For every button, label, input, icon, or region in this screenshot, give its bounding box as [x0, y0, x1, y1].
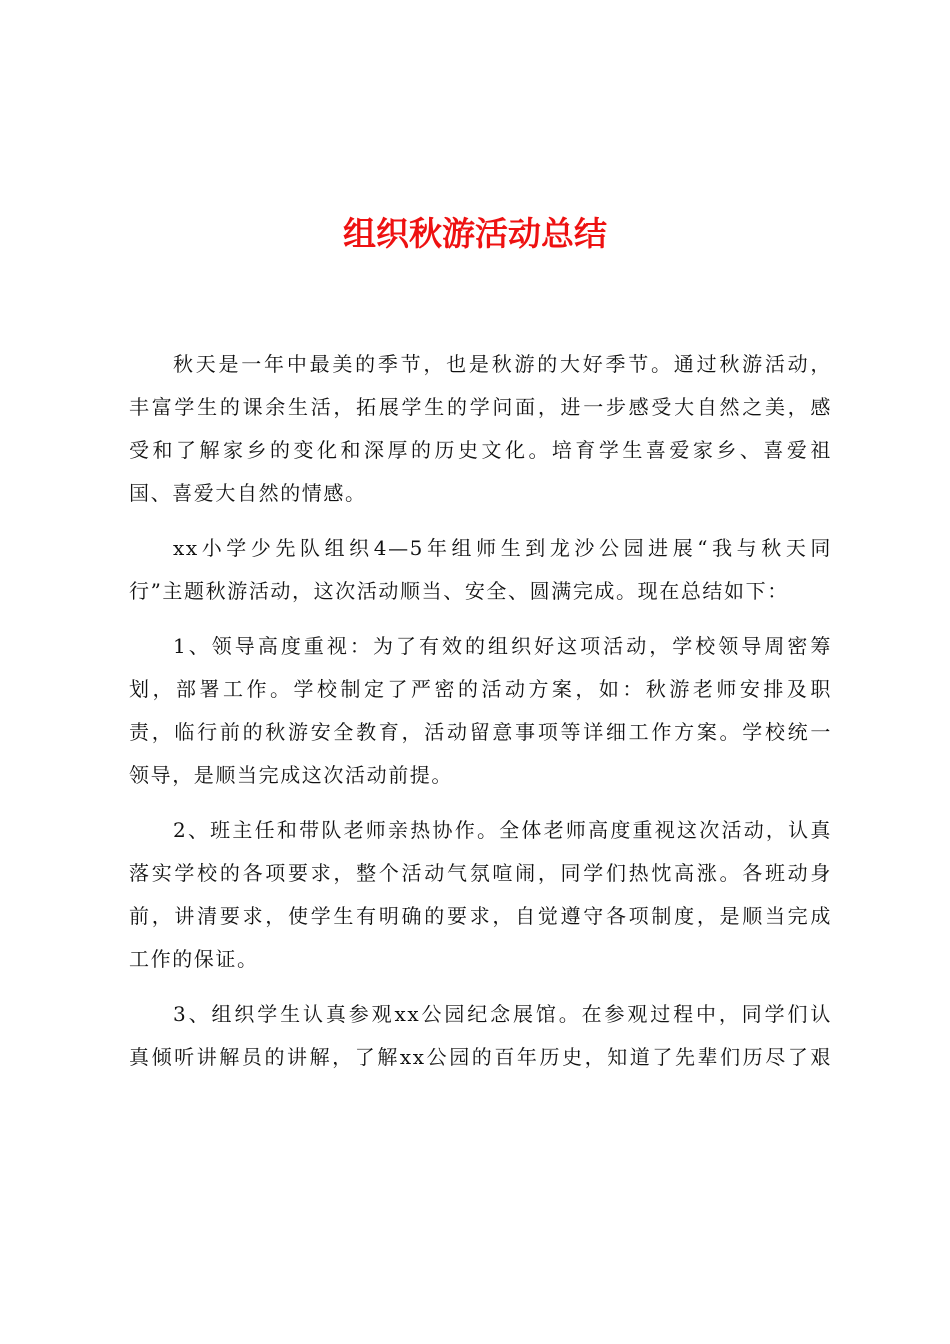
paragraph-spacer	[129, 981, 832, 993]
paragraph-line: xx小学少先队组织4—5年组师生到龙沙公园进展“我与秋天同	[173, 536, 832, 560]
paragraph-point-2	[129, 809, 832, 981]
paragraph-spacer	[129, 613, 832, 625]
paragraph-line: 秋天是一年中最美的季节，也是秋游的大好季节。通过秋游活动，	[173, 352, 832, 376]
paragraph-line: 3、组织学生认真参观xx公园纪念展馆。在参观过程中，同学们认	[173, 1002, 832, 1026]
paragraph-line: 丰富学生的课余生活，拓展学生的学问面，进一步感受大自然之美，感	[129, 395, 832, 419]
paragraph-line: 2、班主任和带队老师亲热协作。全体老师高度重视这次活动，认真	[173, 818, 832, 842]
paragraph-line: 落实学校的各项要求，整个活动气氛喧闹，同学们热忱高涨。各班动身	[129, 861, 832, 885]
paragraph-spacer	[129, 515, 832, 527]
paragraph-line: 行”主题秋游活动，这次活动顺当、安全、圆满完成。现在总结如下：	[129, 579, 789, 603]
paragraph-line: 真倾听讲解员的讲解，了解xx公园的百年历史，知道了先辈们历尽了艰	[129, 1045, 832, 1069]
paragraph-point-3	[129, 993, 832, 1079]
paragraph-line: 1、领导高度重视：为了有效的组织好这项活动，学校领导周密筹	[173, 634, 832, 658]
paragraph-line: 工作的保证。	[129, 947, 259, 971]
paragraph-point-1	[129, 625, 832, 797]
document-body	[129, 343, 832, 1079]
paragraph-intro	[129, 343, 832, 515]
paragraph-line: 领导，是顺当完成这次活动前提。	[129, 763, 453, 787]
paragraph-line: 责，临行前的秋游安全教育，活动留意事项等详细工作方案。学校统一	[129, 720, 832, 744]
paragraph-line: 前，讲清要求，使学生有明确的要求，自觉遵守各项制度，是顺当完成	[129, 904, 832, 928]
paragraph-line: 划，部署工作。学校制定了严密的活动方案，如：秋游老师安排及职	[129, 677, 832, 701]
document-title: 组织秋游活动总结	[343, 214, 607, 253]
paragraph-line: 国、喜爱大自然的情感。	[129, 481, 367, 505]
paragraph-spacer	[129, 797, 832, 809]
paragraph-line: 受和了解家乡的变化和深厚的历史文化。培育学生喜爱家乡、喜爱祖	[129, 438, 832, 462]
paragraph-overview	[129, 527, 832, 613]
